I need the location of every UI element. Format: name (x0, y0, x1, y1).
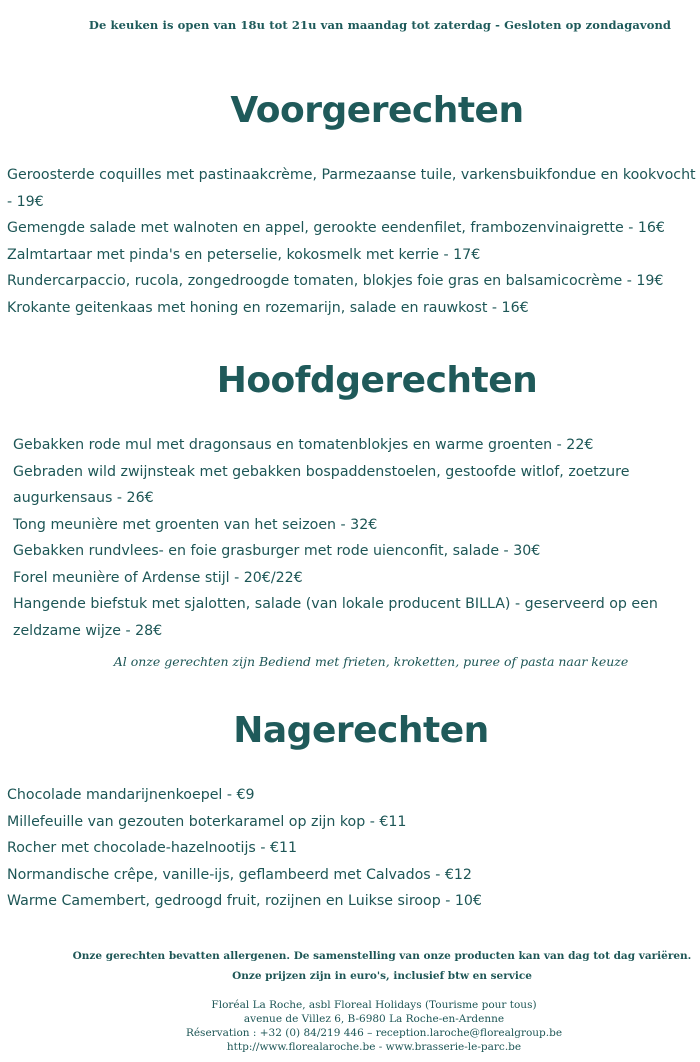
side-dish-note: Al onze gerechten zijn Bediend met frieten, kroketten, puree of pasta naar keuze (113, 654, 629, 669)
menu-item: Gemengde salade met walnoten en appel, gerookte eendenfilet, frambozenvinaigrette - 16€ (7, 220, 665, 236)
desserts-title: Nagerechten (233, 710, 489, 751)
menu-item: Zalmtartaar met pinda's en peterselie, kokosmelk met kerrie - 17€ (7, 246, 481, 263)
desserts-list (7, 782, 697, 915)
kitchen-hours: De keuken is open van 18u tot 21u van maandag tot zaterdag - Gesloten op zondagavond (88, 18, 672, 32)
allergen-line: Onze gerechten bevatten allergenen. De samenstelling van onze producten kan van dag tot dag variëren. (72, 950, 692, 962)
footer-address: avenue de Villez 6, B-6980 La Roche-en-Ardenne (243, 1013, 505, 1025)
menu-item: Chocolade mandarijnenkoepel - €9 (7, 787, 255, 803)
contact-footer (0, 998, 700, 1054)
price-line: Onze prijzen zijn in euro's, inclusief btw en service (232, 970, 532, 982)
menu-item: Krokante geitenkaas met honing en rozemarijn, salade en rauwkost - 16€ (7, 299, 529, 316)
menu-item: Tong meunière met groenten van het seizoen - 32€ (13, 516, 378, 533)
footer-websites: http://www.florealaroche.be - www.brasserie-le-parc.be (226, 1041, 522, 1053)
footer-reservation: Réservation : +32 (0) 84/219 446 – reception.laroche@florealgroup.be (185, 1027, 563, 1039)
menu-item: Hangende biefstuk met sjalotten, salade (van lokale producent BILLA) - geserveerd op een zeldzame wijze - 28€ (13, 596, 658, 639)
menu-item: Warme Camembert, gedroogd fruit, rozijnen en Luikse siroop - 10€ (7, 893, 482, 909)
starters-title: Voorgerechten (230, 90, 524, 131)
menu-item: Normandische crêpe, vanille-ijs, geflambeerd met Calvados - €12 (7, 866, 472, 883)
allergen-notice (0, 946, 700, 986)
menu-item: Rundercarpaccio, rucola, zongedroogde tomaten, blokjes foie gras en balsamicocrème - 19€ (7, 273, 664, 289)
menu-item: Gebraden wild zwijnsteak met gebakken bospaddenstoelen, gestoofde witlof, zoetzure augurkensaus - 26€ (13, 463, 630, 506)
starters-list (7, 162, 697, 321)
menu-item: Gebakken rode mul met dragonsaus en tomatenblokjes en warme groenten - 22€ (13, 437, 594, 453)
menu-item: Millefeuille van gezouten boterkaramel op zijn kop - €11 (7, 813, 407, 830)
mains-title: Hoofdgerechten (216, 360, 538, 401)
menu-item: Forel meunière of Ardense stijl - 20€/22€ (13, 569, 303, 586)
menu-item: Rocher met chocolade-hazelnootijs - €11 (7, 840, 298, 856)
mains-list (13, 432, 697, 644)
menu-item: Geroosterde coquilles met pastinaakcrème, Parmezaanse tuile, varkensbuikfondue en kookvocht - 19€ (7, 167, 696, 210)
menu-item: Gebakken rundvlees- en foie grasburger met rode uienconfit, salade - 30€ (13, 543, 541, 559)
footer-org: Floréal La Roche, asbl Floreal Holidays (Tourisme pour tous) (211, 999, 537, 1011)
